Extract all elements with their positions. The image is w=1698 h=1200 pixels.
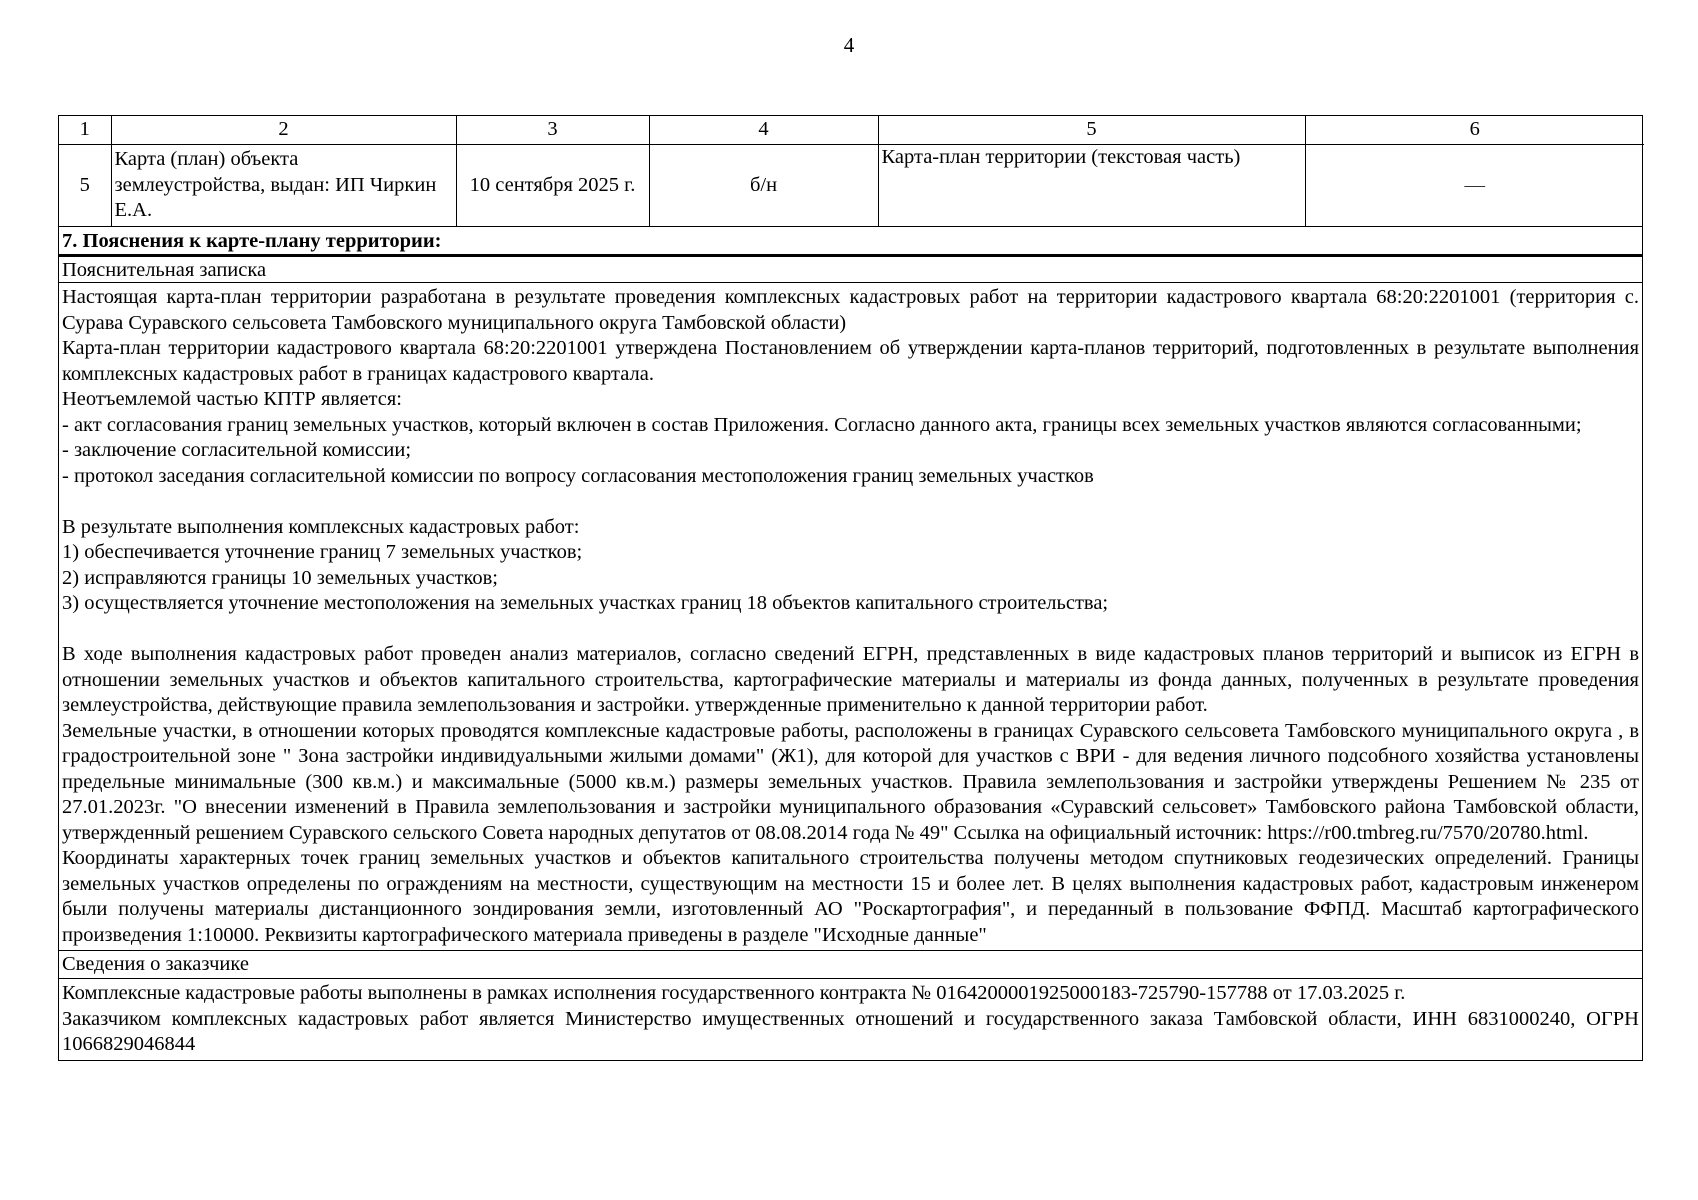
documents-table [59,116,1644,226]
row-number: 5 [59,144,111,226]
list-item: 1) обеспечивается уточнение границ 7 земельных участков; [62,541,583,563]
column-header: 4 [649,116,878,144]
column-header: 3 [456,116,649,144]
paragraph: Настоящая карта-план территории разработана в результате проведения комплексных кадастровых работ на территории кадастрового квартала 68:20:2201001 (территория с. Сурава Суравского сельсовета Тамбовского муниципального округа Тамбовской области) [62,286,1639,334]
explanatory-note-heading: Пояснительная записка [59,254,1642,282]
document-date: 10 сентября 2025 г. [456,144,649,226]
table-header-row [59,116,1644,144]
paragraph: Заказчиком комплексных кадастровых работ является Министерство имущественных отношений и государственного заказа Тамбовской области, ИНН 6831000240, ОГРН 1066829046844 [62,1007,1639,1055]
list-item: 2) исправляются границы 10 земельных участков; [62,566,498,589]
section-title: 7. Пояснения к карте-плану территории: [59,226,1642,254]
table-row [59,144,1644,226]
explanatory-note-body [59,282,1642,950]
empty-value: — [1305,144,1644,226]
paragraph: Комплексные кадастровые работы выполнены в рамках исполнения государственного контракта № 0164200001925000183-725790-157788 от 17.03.2025 г. [62,982,1406,1004]
paragraph: В ходе выполнения кадастровых работ проведен анализ материалов, согласно сведений ЕГРН, представленных в виде кадастровых планов территорий и выписок из ЕГРН в отношении земельных участков и объектов капитального строительства, картографические материалы и материалы из фонда данных, полученных в результате проведения землеустройства, действующие правила землепользования и застройки. утвержденные применительно к данной территории работ. [62,643,1639,716]
document-number: б/н [649,144,878,226]
paragraph: Карта-план территории кадастрового квартала 68:20:2201001 утверждена Постановлением об утверждении карта-планов территорий, подготовленных в результате выполнения комплексных кадастровых работ в границах кадастрового квартала. [62,337,1639,385]
paragraph: - акт согласования границ земельных участков, который включен в состав Приложения. Согласно данного акта, границы всех земельных участков являются согласованными; [62,413,1582,436]
document-note: Карта-план территории (текстовая часть) [878,144,1305,226]
document-name: Карта (план) объекта землеустройства, выдан: ИП Чиркин Е.А. [111,144,456,226]
list-item: 3) осуществляется уточнение местоположения на земельных участках границ 18 объектов капитального строительства; [62,592,1109,614]
paragraph: - протокол заседания согласительной комиссии по вопросу согласования местоположения границ земельных участков [62,464,1094,487]
column-header: 2 [111,116,456,144]
column-header: 1 [59,116,111,144]
page-number: 4 [843,33,855,57]
document-table [58,115,1643,1061]
blank-line [62,617,1639,643]
paragraph: - заключение согласительной комиссии; [62,439,412,461]
paragraph: В результате выполнения комплексных кадастровых работ: [62,515,580,538]
column-header: 5 [878,116,1305,144]
paragraph: Неотъемлемой частью КПТР является: [62,388,402,410]
paragraph: Координаты характерных точек границ земельных участков и объектов капитального строительства получены методом спутниковых геодезических определений. Границы земельных участков определены по ограждениям на местности, существующим на местности 15 и более лет. В целях выполнения кадастровых работ, кадастровым инженером были получены материалы дистанционного зондирования земли, изготовленный АО "Роскартография", и переданный в пользование ФФПД. Масштаб картографического произведения 1:10000. Реквизиты картографического материала приведены в разделе "Исходные данные" [62,847,1639,946]
paragraph: Земельные участки, в отношении которых проводятся комплексные кадастровые работы, расположены в границах Суравского сельсовета Тамбовского муниципального округа , в градостроительной зоне " Зона застройки индивидуальными жилыми домами" (Ж1), для которой для участков с ВРИ - для ведения личного подсобного хозяйства установлены предельные минимальные (300 кв.м.) и максимальные (5000 кв.м.) размеры земельных участков. Правила землепользования и застройки утверждены Решением № 235 от 27.01.2023г. "О внесении изменений в Правила землепользования и застройки муниципального образования «Суравский сельсовет» Тамбовского района Тамбовской области, утвержденный решением Суравского сельского Совета народных депутатов от 08.08.2014 года № 49" Ссылка на официальный источник: https://r00.tmbreg.ru/7570/20780.html. [62,719,1639,844]
customer-body [59,978,1642,1060]
customer-heading: Сведения о заказчике [59,950,1642,978]
column-header: 6 [1305,116,1644,144]
blank-line [62,489,1639,515]
